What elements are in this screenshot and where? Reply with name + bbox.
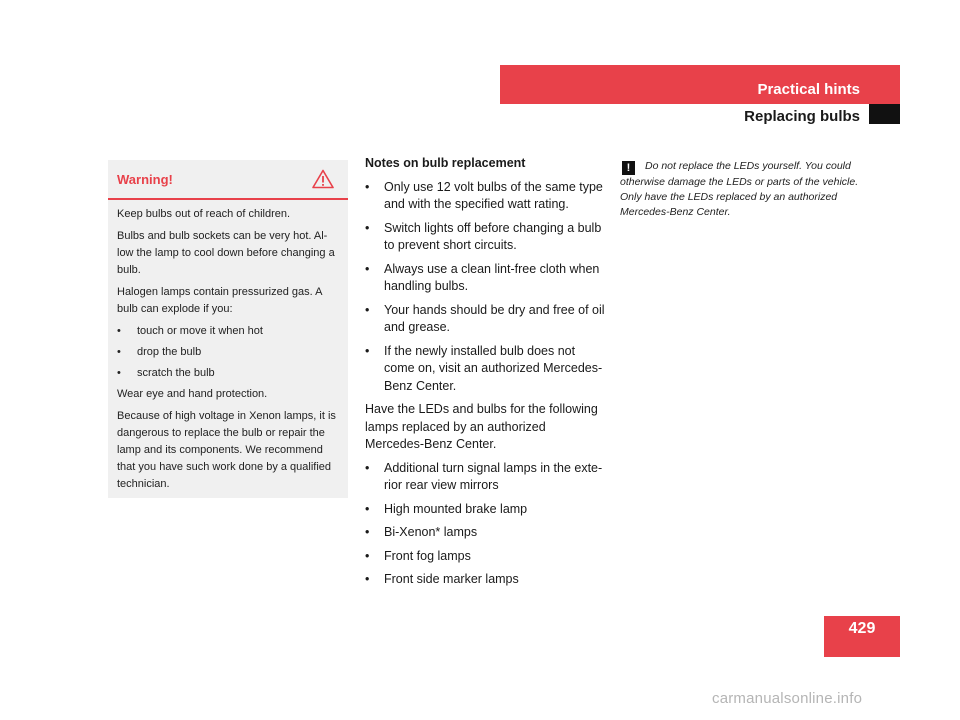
notes-column: [365, 155, 605, 595]
list-item: • Front fog lamps: [365, 548, 471, 563]
section-tab-marker: [869, 104, 900, 124]
list-item: • Switch lights off before changing a bulb to prevent short circuits.: [365, 220, 602, 252]
list-item: • Only use 12 volt bulbs of the same type and with the specified watt rating.: [365, 179, 603, 211]
warning-bullet: • touch or move it when hot: [117, 325, 263, 337]
warning-paragraph: Wear eye and hand protection.: [117, 388, 268, 400]
side-note: [620, 159, 870, 220]
warning-paragraph: Because of high voltage in Xenon lamps, it is dangerous to replace the bulb or repair the lamp and its components. We recommend that you have such work done by a qualified technician.: [117, 410, 336, 490]
list-item: • Your hands should be dry and free of oil and grease.: [365, 302, 605, 334]
warning-body: [108, 200, 348, 493]
notes-heading: Notes on bulb replacement: [365, 156, 526, 170]
warning-bullet: • scratch the bulb: [117, 367, 215, 379]
warning-paragraph: Bulbs and bulb sockets can be very hot. Al-low the lamp to cool down before changing a bulb.: [117, 230, 335, 276]
list-item: • Front side marker lamps: [365, 572, 519, 586]
warning-header: [108, 160, 348, 200]
side-note-text: Do not replace the LEDs yourself. You could otherwise damage the LEDs or parts of the vehicle. Only have the LEDs replaced by an authorized Mercedes-Benz Center.: [620, 160, 859, 218]
list-item: • If the newly installed bulb does not come on, visit an authorized Mercedes-Benz Center.: [365, 343, 603, 393]
section-title: Practical hints: [757, 81, 860, 98]
warning-paragraph: Halogen lamps contain pressurized gas. A bulb can explode if you:: [117, 286, 322, 315]
list-item: • Bi-Xenon* lamps: [365, 525, 478, 539]
warning-paragraph: Keep bulbs out of reach of children.: [117, 208, 291, 220]
warning-box: [108, 160, 348, 498]
subsection-title: Replacing bulbs: [744, 108, 860, 125]
list-item: • Additional turn signal lamps in the exte-rior rear view mirrors: [365, 460, 603, 492]
list-item: • Always use a clean lint-free cloth when handling bulbs.: [365, 261, 600, 293]
warning-bullet: • drop the bulb: [117, 346, 202, 358]
warning-title: Warning!: [117, 172, 173, 187]
exclamation-icon: !: [622, 161, 635, 175]
watermark: carmanualsonline.info: [712, 690, 863, 707]
header-bar: [500, 65, 900, 104]
notes-paragraph: Have the LEDs and bulbs for the following lamps replaced by an authorized Mercedes-Benz Center.: [365, 402, 598, 451]
list-item: • High mounted brake lamp: [365, 501, 528, 516]
warning-triangle-icon: [312, 169, 334, 189]
page-number: 429: [824, 616, 900, 657]
